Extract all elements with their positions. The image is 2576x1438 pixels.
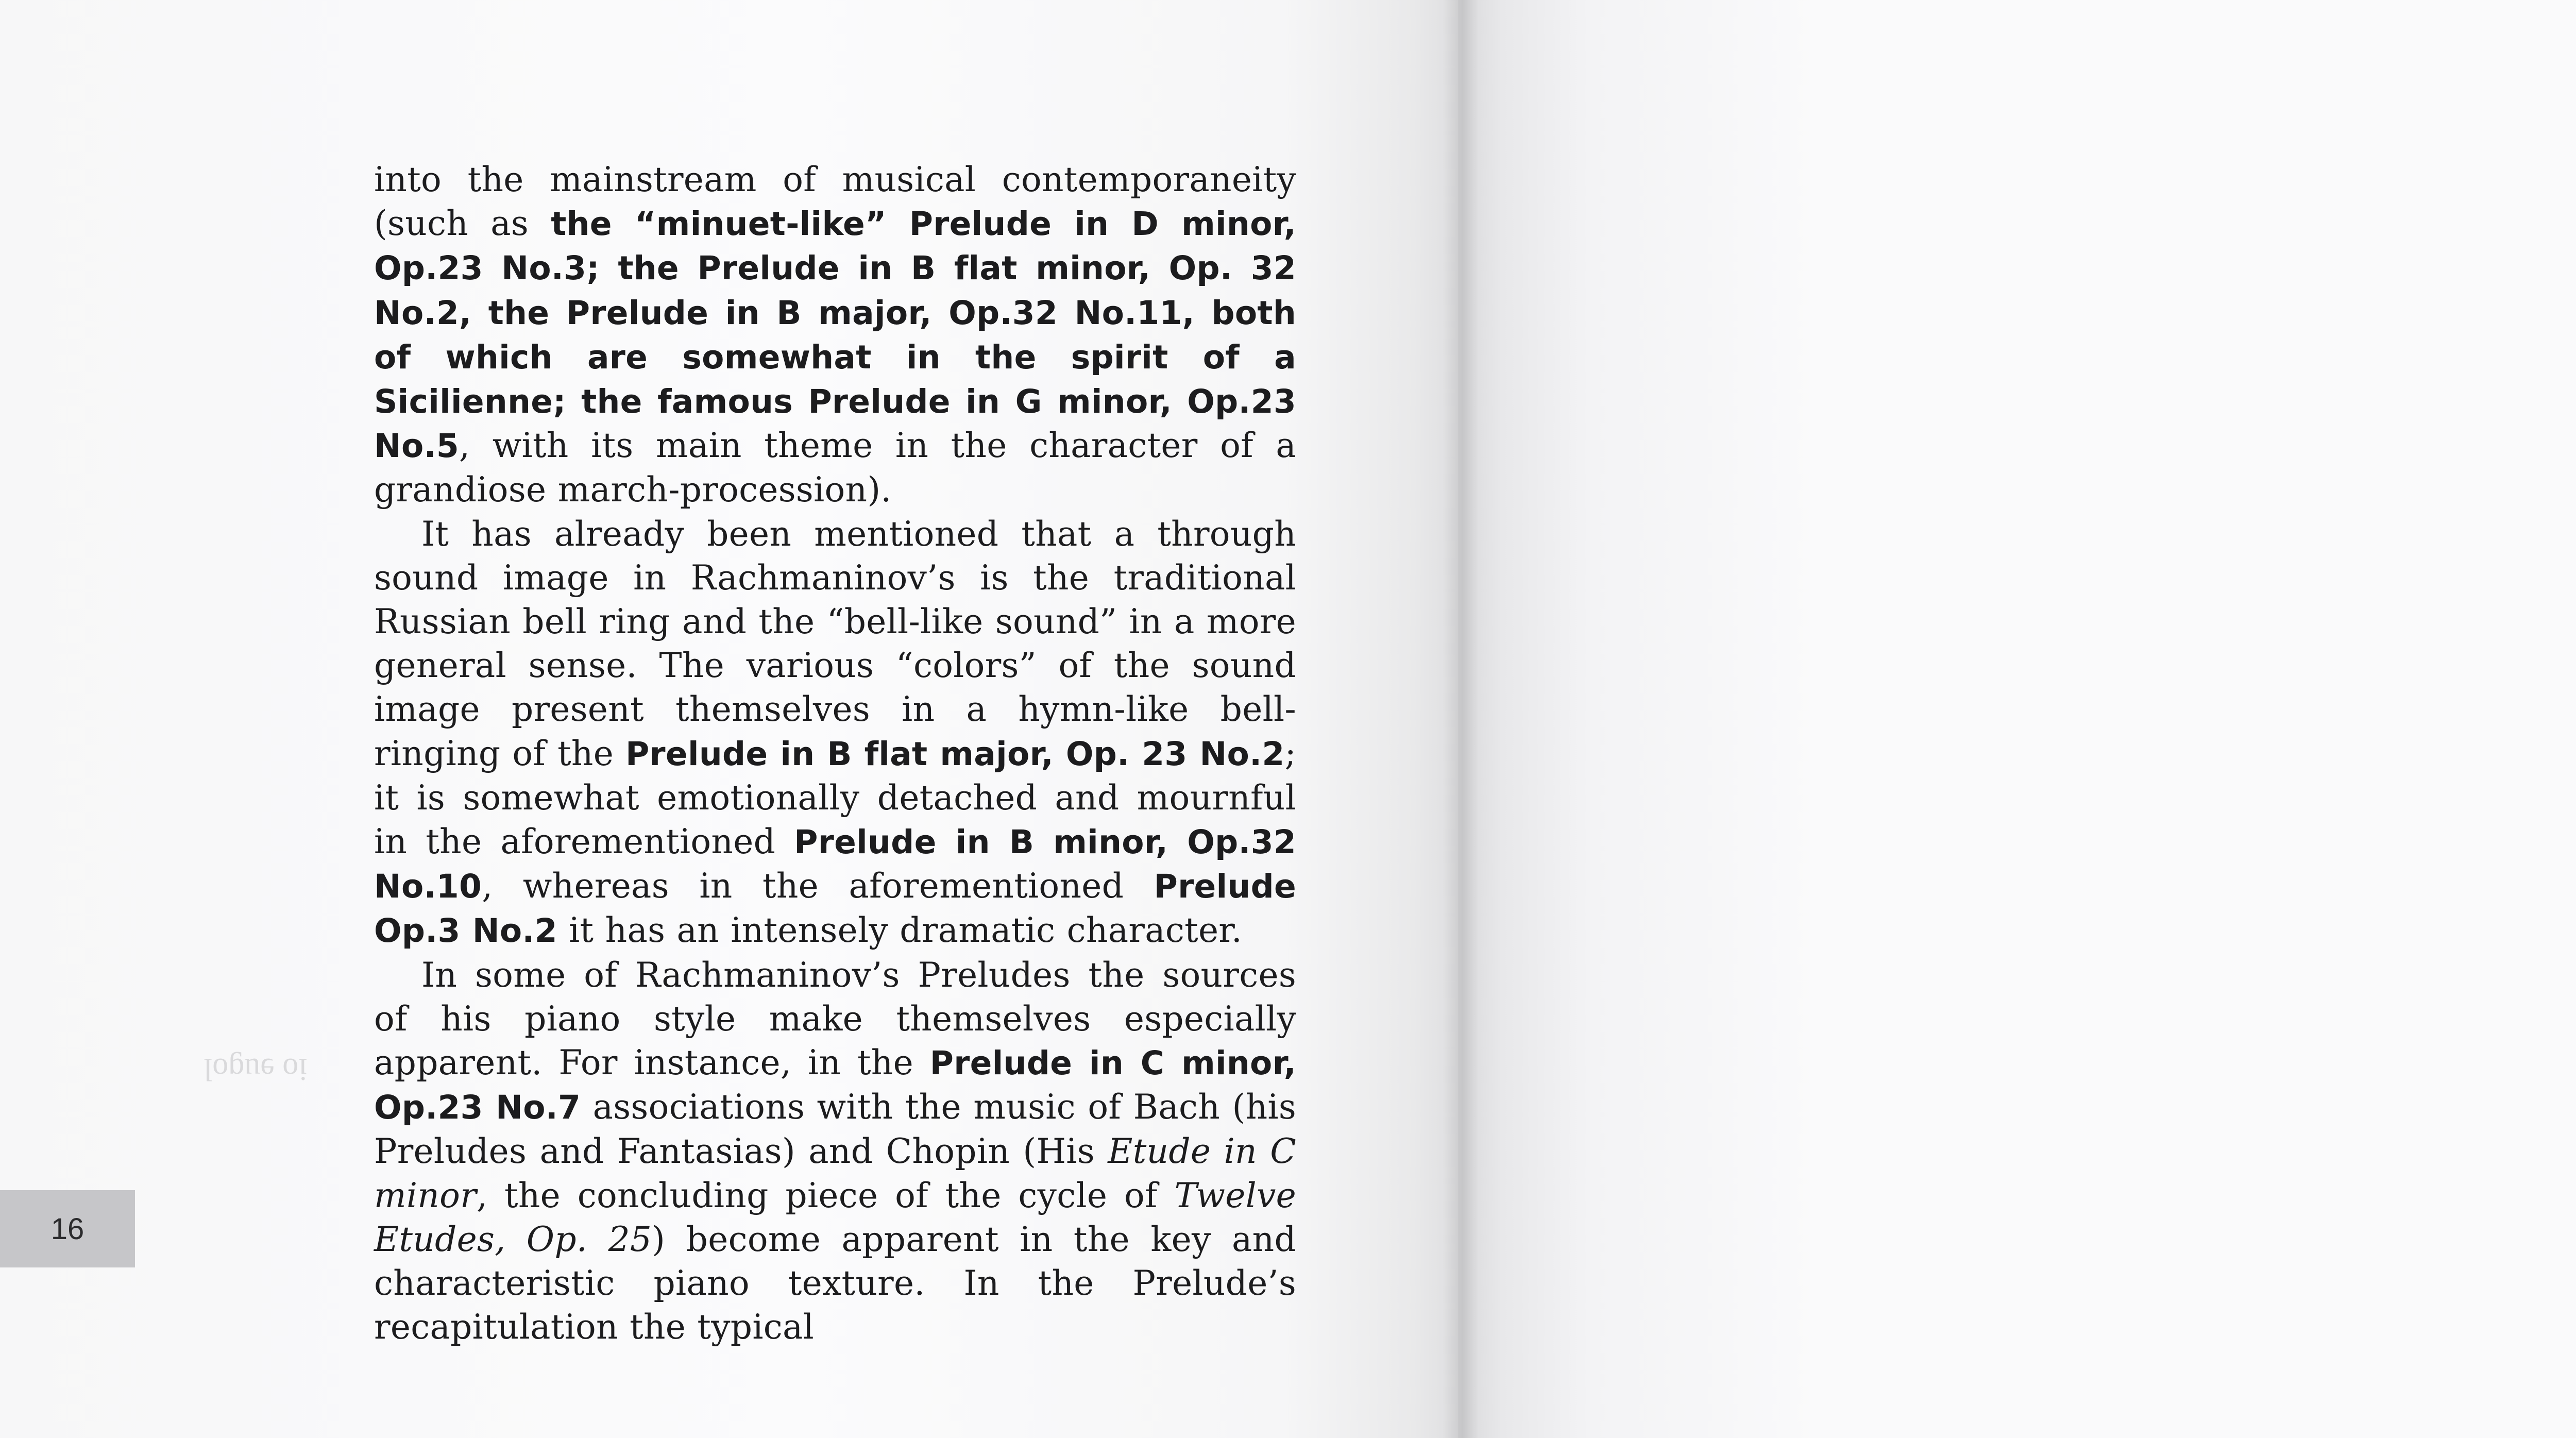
page-number-tab (0, 1190, 135, 1267)
page-number: 16 (50, 1212, 84, 1246)
bleed-through-mark: io ɘuɡol (204, 1052, 308, 1087)
text-run: , whereas in the aforementioned (482, 866, 1154, 906)
italic-run: Twelve Etudes, Op. 25 (374, 1175, 1296, 1259)
text-run: , the concluding piece of the cycle of (476, 1175, 1175, 1215)
bold-run: Prelude in B flat major, Op. 23 No.2 (625, 735, 1285, 773)
book-gutter (1443, 0, 1479, 1438)
bold-run: Prelude in C minor, Op.23 No.7 (374, 1044, 1296, 1127)
bold-run: the “minuet-like” Prelude in D minor, Op.23 No.3; the Prelude in B flat minor, Op. 32 No.2, the Prelude in B major, Op.32 No.11, both of which are somewhat in the spirit of a Sicilienne; the famous Prelude in G minor, Op.23 No.5 (374, 205, 1296, 465)
paragraph (374, 953, 1296, 1349)
text-run: It has already been mentioned that a through sound image in Rachmaninov’s is the traditional Russian bell ring and the “bell-like sound” in a more general sense. The various “colors” of the sound image present themselves in a hymn-like bell-ringing of the (374, 514, 1296, 773)
text-run: ) become apparent in the key and characteristic piano texture. In the Prelude’s recapitulation the typical (374, 1219, 1296, 1347)
italic-run: Etude in C minor (374, 1131, 1296, 1215)
text-run: In some of Rachmaninov’s Preludes the sources of his piano style make themselves especially apparent. For instance, in the (374, 955, 1296, 1083)
paragraph (374, 512, 1296, 953)
left-page-text (374, 158, 1296, 1349)
right-page (1458, 0, 2576, 1438)
paragraph (374, 158, 1296, 512)
bold-run: Prelude Op.3 No.2 (374, 868, 1296, 950)
bold-run: Prelude in B minor, Op.32 No.10 (374, 823, 1296, 906)
text-run: associations with the music of Bach (his Preludes and Fantasias) and Chopin (His (374, 1087, 1296, 1172)
text-run: into the mainstream of musical contemporaneity (such as (374, 160, 1296, 244)
text-run: it has an intensely dramatic character. (557, 910, 1243, 951)
text-run: , with its main theme in the character of a grandiose march-procession). (374, 426, 1296, 510)
text-run: ; it is somewhat emotionally detached and mournful in the aforementioned (374, 733, 1297, 862)
